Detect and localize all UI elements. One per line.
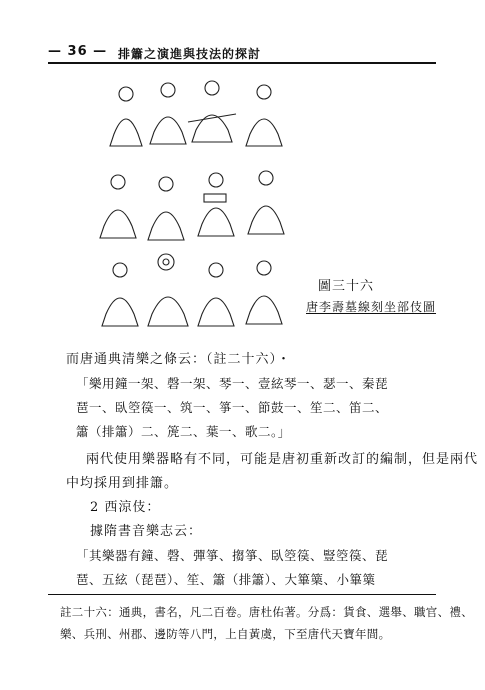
quote2-line-2: 琶、五絃（琵琶）、笙、簫（排簫）、大篳篥、小篳篥 bbox=[76, 572, 376, 587]
quote1-line-3: 簫（排簫）二、箎二、葉一、歌二。」 bbox=[76, 424, 291, 439]
sui-source-line: 據隋書音樂志云： bbox=[90, 524, 203, 539]
running-title: 排簫之演進與技法的探討 bbox=[118, 47, 262, 61]
row3-musicians bbox=[102, 254, 282, 326]
page-number: — 36 — bbox=[48, 44, 108, 59]
row2-musicians bbox=[100, 171, 284, 240]
musicians-engraving-image bbox=[96, 74, 294, 338]
footnote-line-2: 樂、兵刑、州郡、邊防等八門，上自黃虞，下至唐代天寶年間。 bbox=[60, 627, 391, 641]
body-line-1: 而唐通典清樂之條云：（註二十六）・ bbox=[66, 352, 292, 367]
footnote-rule bbox=[48, 594, 436, 595]
quote2-line-1: 「其樂器有鐘、磬、彈箏、搊箏、臥箜篌、豎箜篌、琵 bbox=[76, 548, 389, 563]
figure-label: 圖三十六 bbox=[318, 279, 375, 294]
header-rule bbox=[48, 62, 436, 64]
quote1-line-2: 琶一、臥箜篌一、筑一、箏一、節鼓一、笙二、笛二、 bbox=[76, 400, 389, 415]
figure-caption: 唐李壽墓線刻坐部伎圖 bbox=[306, 300, 437, 314]
footnote-line-1: 註二十六：通典，書名，凡二百卷。唐杜佑著。分爲：貨食、選舉、職官、禮、 bbox=[60, 605, 473, 619]
row1-musicians bbox=[110, 81, 282, 146]
quote1-line-1: 「樂用鐘一架、磬一架、琴一、壹絃琴一、瑟一、秦琵 bbox=[76, 376, 389, 391]
para2-line-1: 兩代使用樂器略有不同，可能是唐初重新改訂的編制，但是兩代 bbox=[86, 452, 479, 467]
section-heading: 2 西涼伎： bbox=[90, 500, 161, 515]
para2-line-2: 中均採用到排簫。 bbox=[66, 476, 179, 491]
